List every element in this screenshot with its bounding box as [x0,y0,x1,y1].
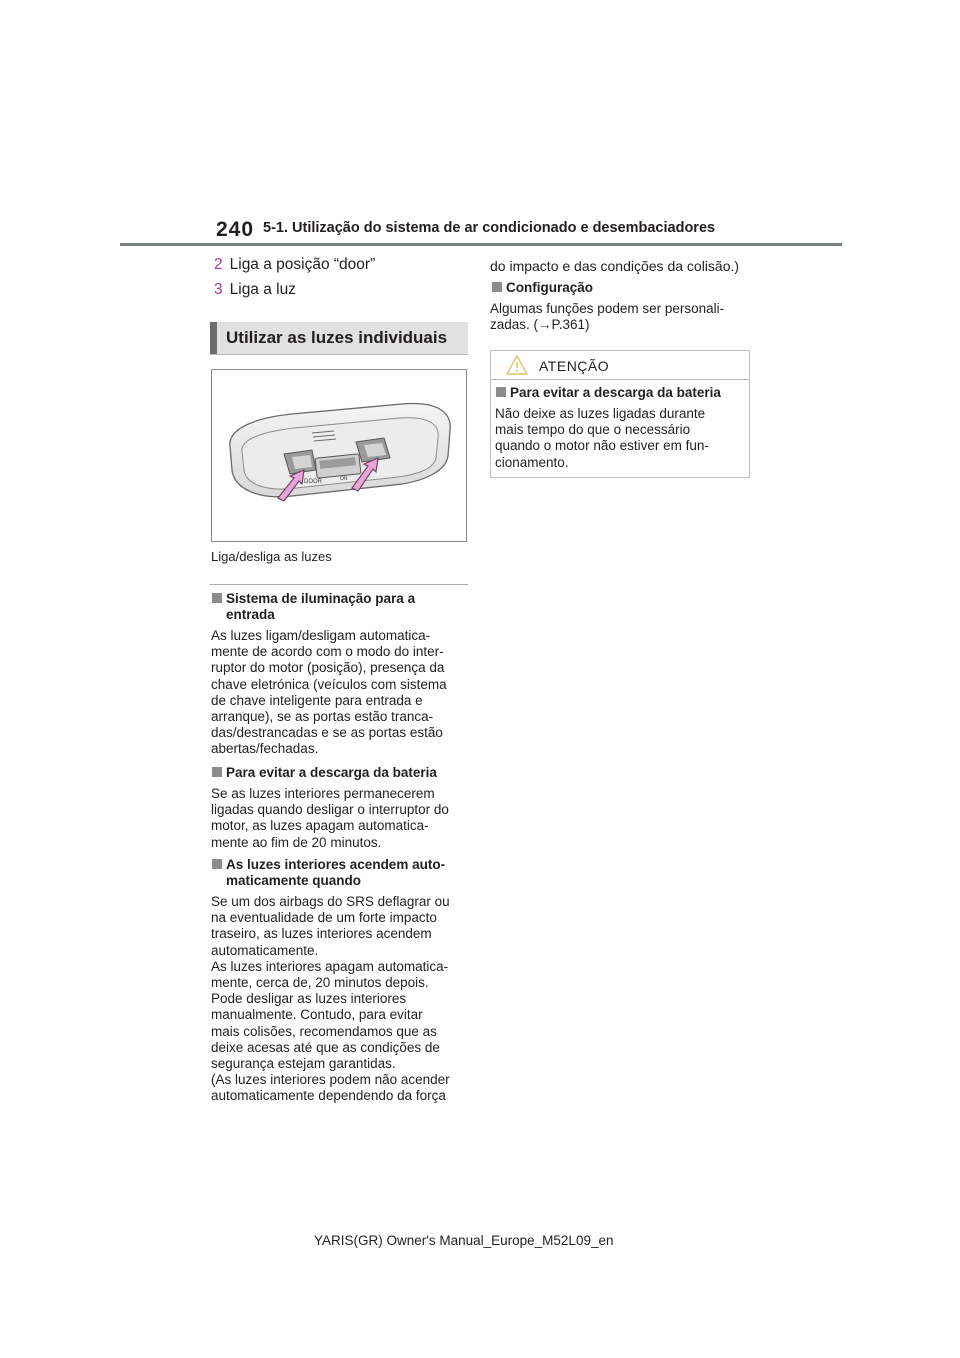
overhead-console-illustration [211,369,467,542]
overhead-console-drawing [212,370,466,541]
config-body: Algumas funções podem ser personali- zadas. (→P.361) [490,301,725,333]
warning-divider [491,379,749,380]
config-title: Configuração [492,280,752,296]
step-2 [214,256,375,274]
step-text: Liga a posição “door” [229,256,376,273]
page-number: 240 [216,218,255,241]
square-bullet-icon [492,282,502,292]
figure-caption: Liga/desliga as luzes [211,549,332,564]
step-number: 2 [214,256,223,273]
step-3 [214,281,296,299]
door-label: DOOR [304,479,322,485]
square-bullet-icon [212,859,222,869]
warning-label: ATENÇÃO [539,358,610,374]
section-auto-on-body: Se um dos airbags do SRS deflagrar ou na eventualidade de um forte impacto traseiro, as luzes interiores acendem automaticamente. As luzes interiores apagam automatica- mente, cerca de, 20 minutos depois. Pode desligar as luzes interiores manualmente. Contudo, para evitar mais colisões, recomendamos que as deixe acesas até que as condições de segurança estejam garantidas. (As luzes interiores podem não acender automaticamente dependendo da força [211,894,450,1104]
warning-subtitle: Para evitar a descarga da bateria [496,385,746,401]
warning-body: Não deixe as luzes ligadas durante mais tempo do que o necessário quando o motor não estiver em fun- cionamento. [495,406,709,470]
square-bullet-icon [212,767,222,777]
section-auto-on-title: As luzes interiores acendem auto- maticamente quando [212,857,472,889]
step-number: 3 [214,281,223,298]
header-rule [120,243,842,246]
warning-triangle-icon [506,355,528,375]
section-heading: Utilizar as luzes individuais [210,322,468,354]
heading-rule [210,354,468,355]
section-entry-lighting-title: Sistema de iluminação para a entrada [212,591,472,623]
section-entry-lighting-body: As luzes ligam/desligam automatica- mente de acordo com o modo do inter- ruptor do motor (posição), presença da chave eletrónica (veículos com sistema de chave inteligente para entrada e arranque), se as portas estão tranca- das/destrancadas e se as portas estão abertas/fechadas. [211,628,447,757]
continuation-text: do impacto e das condições da colisão.) [490,258,740,274]
section-title: 5-1. Utilização do sistema de ar condicionado e desembaciadores [263,220,716,236]
footer-manual-id: YARIS(GR) Owner's Manual_Europe_M52L09_en [314,1233,614,1248]
square-bullet-icon [496,387,506,397]
square-bullet-icon [212,593,222,603]
caption-rule [210,584,468,585]
step-text: Liga a luz [229,281,296,298]
on-label: ON [340,476,348,482]
section-battery-body: Se as luzes interiores permanecerem ligadas quando desligar o interruptor do motor, as luzes apagam automatica- mente ao fim de 20 minutos. [211,786,449,850]
section-battery-title: Para evitar a descarga da bateria [212,765,472,781]
